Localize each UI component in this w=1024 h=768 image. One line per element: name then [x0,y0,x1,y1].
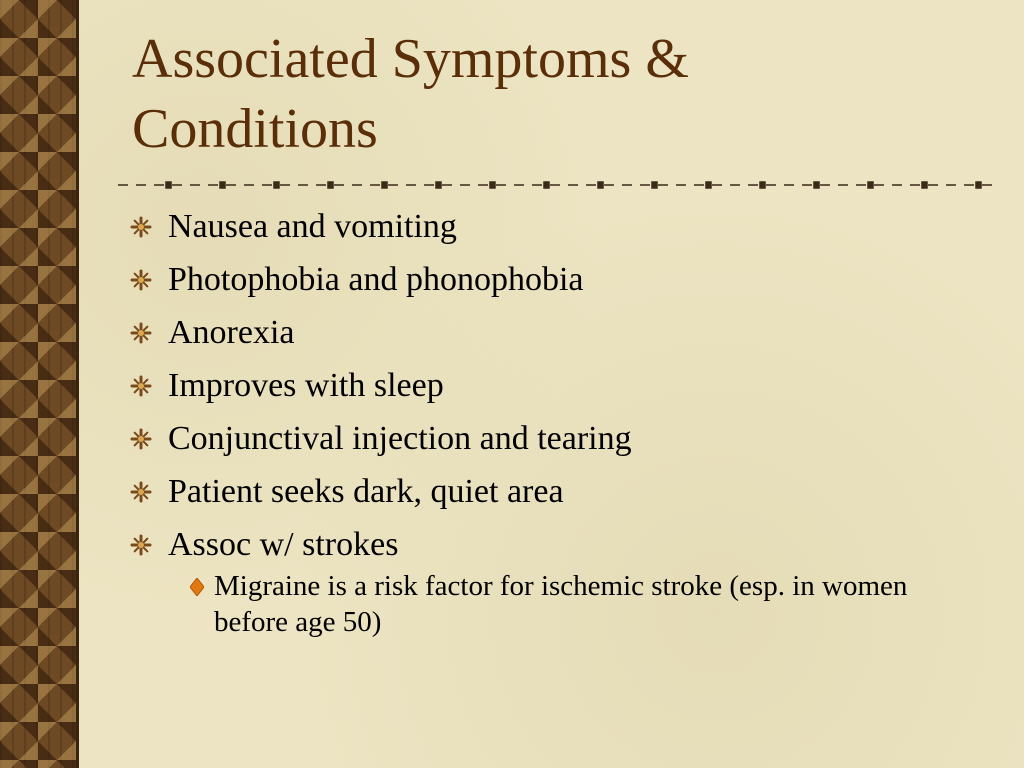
bullet-text: Nausea and vomiting [168,207,457,245]
sub-bullet-item [190,568,970,640]
list-item [130,306,990,359]
list-item [130,200,990,253]
slide-title [132,24,992,164]
list-item [130,518,990,571]
bullet-text: Conjunctival injection and tearing [168,419,632,457]
decorative-strip-edge [76,0,79,768]
star-icon [130,481,152,503]
star-icon [130,375,152,397]
list-item [130,359,990,412]
star-icon [130,534,152,556]
list-item [130,253,990,306]
dash-dot-divider [118,174,994,196]
star-icon [130,322,152,344]
bullet-list [130,200,990,571]
bullet-text: Anorexia [168,313,295,351]
star-icon [130,216,152,238]
bullet-text: Photophobia and phonophobia [168,260,584,298]
diamond-icon [190,578,204,596]
list-item [130,465,990,518]
star-icon [130,269,152,291]
bullet-text: Assoc w/ strokes [168,525,399,563]
slide-title-line-1: Associated Symptoms & [132,28,689,90]
sub-bullet-text: Migraine is a risk factor for ischemic stroke (esp. in women before age 50) [214,570,908,638]
slide-title-line-2: Conditions [132,98,378,160]
decorative-side-strip [0,0,76,768]
bullet-text: Patient seeks dark, quiet area [168,472,564,510]
star-icon [130,428,152,450]
list-item [130,412,990,465]
bullet-text: Improves with sleep [168,366,444,404]
